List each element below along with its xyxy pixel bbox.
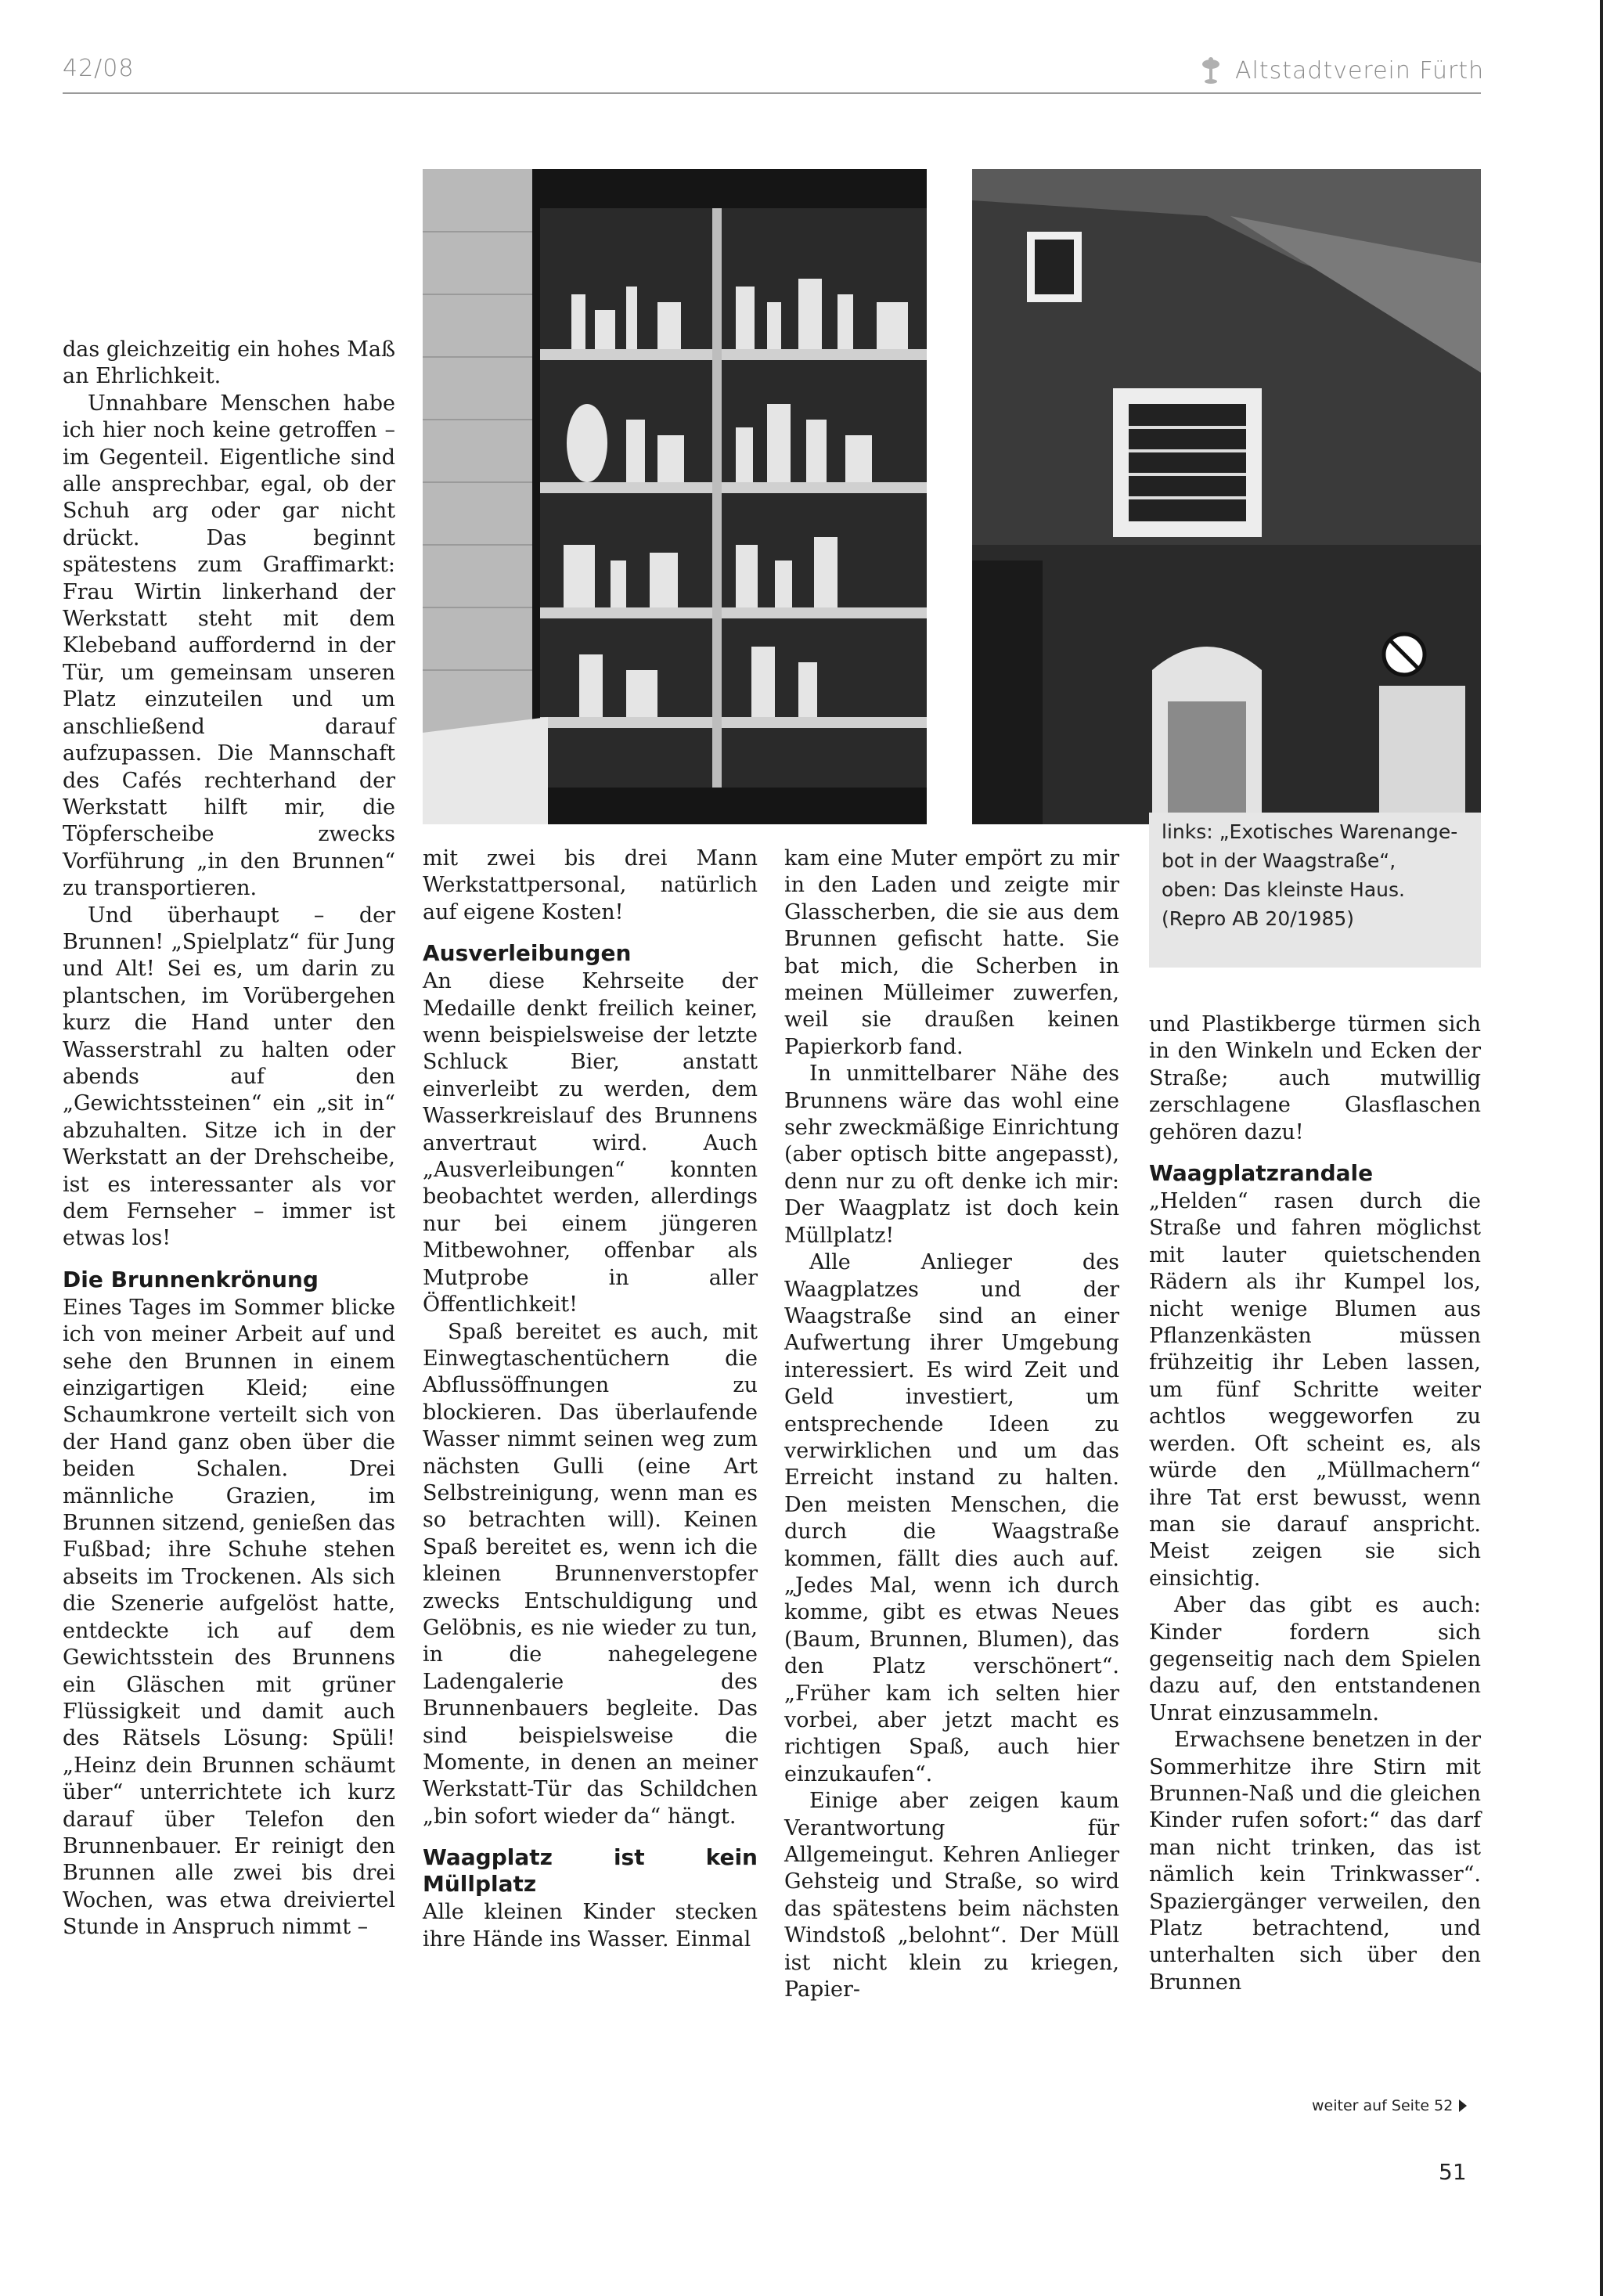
- photo-shop-window: [423, 169, 927, 824]
- paragraph: Eines Tages im Sommer blicke ich von meiner Arbeit auf und sehe den Brunnen in einem einzigartigen Kleid; eine Schaumkrone verteilt sich von der Hand ganz oben über die beiden Schalen. Drei männliche Grazien, im Brunnen sitzend, genießen das Fußbad; ihre Schuhe stehen abseits im Trockenen. Als sich die Szenerie aufgelöst hatte, entdeckte ich auf dem Gewichtsstein des Brunnens ein Gläschen mit grüner Flüssigkeit und damit auch des Rätsels Lösung: Spüli! „Heinz dein Brunnen schäumt über“ unterrichtete ich kurz darauf über Telefon den Brunnenbauer. Er reinigt den Brunnen alle zwei bis drei Wochen, was etwa dreiviertel Stunde in Anspruch nimmt –: [63, 1295, 395, 1940]
- continued-note: [1312, 2097, 1467, 2114]
- photo-caption: [1149, 813, 1481, 968]
- arrow-right-icon: [1459, 2100, 1467, 2112]
- photo-smallest-house: [972, 169, 1481, 824]
- article-column-1: [63, 337, 395, 1941]
- section-heading: Waagplatz ist kein Müllplatz: [423, 1844, 758, 1898]
- caption-line: oben: Das kleinste Haus.: [1162, 878, 1405, 901]
- publisher-name: Altstadtverein Fürth: [1235, 56, 1485, 85]
- paragraph: und Plastikberge türmen sich in den Winkeln und Ecken der Straße; auch mutwillig zerschlagene Glasflaschen gehören dazu!: [1149, 1012, 1481, 1144]
- paragraph: kam eine Muter empört zu mir in den Laden und zeigte mir Glasscherben, die sie aus dem Brunnen gefischt hatte. Sie bat mich, die Scherben in meinen Mülleimer zuwerfen, weil sie draußen keinen Papierkorb fand.: [784, 846, 1119, 1059]
- header-rule: [63, 92, 1481, 94]
- paragraph: „Helden“ rasen durch die Straße und fahren möglichst mit lauter quietschenden Rädern als ihr Kumpel los, nicht wenige Blumen aus Pflanzenkästen müssen frühzeitig ihr Leben lassen, um fünf Schritte weiter achtlos weggeworfen zu werden. Oft scheint es, als würde den „Müllmachern“ ihre Tat erst bewusst, wenn man sie darauf anspricht. Meist zeigen sie sich einsichtig.: [1149, 1189, 1481, 1591]
- paragraph: An diese Kehrseite der Medaille denkt freilich keiner, wenn beispielsweise der letzte Schluck Bier, anstatt einverleibt zu werden, dem Wasserkreislauf des Brunnens anvertraut wird. Auch „Ausverleibungen“ konnten beobachtet werden, allerdings nur bei einem jüngeren Mitbewohner, offenbar als Mutprobe in aller Öffentlichkeit!: [423, 969, 758, 1317]
- fountain-logo-icon: [1198, 55, 1224, 86]
- caption-line: bot in der Waagstraße“,: [1162, 849, 1396, 872]
- caption-line: links: „Exotisches Warenange-: [1162, 820, 1458, 843]
- article-column-4: [1149, 1011, 1481, 1996]
- paragraph: In unmittelbarer Nähe des Brunnens wäre das wohl eine sehr zweckmäßige Einrichtung (aber optisch bitte angepasst), denn nur zu oft denke ich mir: Der Waagplatz ist doch kein Müllplatz!: [784, 1061, 1119, 1248]
- issue-number: 42/08: [63, 55, 135, 82]
- paragraph: Spaß bereitet es auch, mit Einwegtaschentüchern die Abflussöffnungen zu blockieren. Das überlaufende Wasser nimmt seinen weg zum nächsten Gulli (eine Art Selbstreinigung, wenn man es so betrachten will). Keinen Spaß bereitet es, wenn ich die kleinen Brunnenverstopfer zwecks Entschuldigung und Gelöbnis, es nie wieder zu tun, in die nahegelegene Ladengalerie des Brunnenbauers begleite. Das sind beispielsweise die Momente, in denen an meiner Werkstatt-Tür das Schildchen „bin sofort wieder da“ hängt.: [423, 1319, 758, 1829]
- continued-text: weiter auf Seite 52: [1312, 2097, 1454, 2114]
- section-heading: Ausverleibungen: [423, 940, 632, 967]
- paragraph: Und überhaupt – der Brunnen! „Spielplatz“ für Jung und Alt! Sei es, um darin zu plantschen, im Vorübergehen kurz die Hand unter den Wasserstrahl zu halten oder abends auf den „Gewichtssteinen“ ein „sit in“ abzuhalten. Sitze ich in der Werkstatt an der Drehscheibe, ist es interessanter als vor dem Fernseher – immer ist etwas los!: [63, 903, 395, 1251]
- paragraph: Alle Anlieger des Waagplatzes und der Waagstraße sind an einer Aufwertung ihrer Umgebung interessiert. Es wird Zeit und Geld investiert, um entsprechende Ideen zu verwirklichen und um das Erreicht instand zu halten. Den meisten Menschen, die durch die Waagstraße kommen, fällt dies auch auf. „Jedes Mal, wenn ich durch komme, gibt es etwas Neues (Baum, Brunnen, Blumen), das den Platz verschönert“. „Früher kam ich selten hier vorbei, aber jetzt macht es richtigen Spaß, auch hier einzukaufen“.: [784, 1250, 1119, 1786]
- article-column-2: [423, 845, 758, 1953]
- publisher-header: [1198, 55, 1484, 86]
- paragraph: Erwachsene benetzen in der Sommerhitze ihre Stirn mit Brunnen-Naß und die gleichen Kinder rufen sofort:“ das darf man nicht trinken, das ist nämlich kein Trinkwasser“. Spaziergänger verweilen, den Platz betrachtend, und unterhalten sich über den Brunnen: [1149, 1728, 1481, 1995]
- paragraph: mit zwei bis drei Mann Werkstattpersonal, natürlich auf eigene Kosten!: [423, 846, 758, 925]
- paragraph: Aber das gibt es auch: Kinder fordern sich gegenseitig nach dem Spielen dazu auf, den entstandenen Unrat einzusammeln.: [1149, 1593, 1481, 1725]
- smallest-house-image: [972, 169, 1481, 824]
- caption-line: (Repro AB 20/1985): [1162, 907, 1355, 930]
- paragraph: Alle kleinen Kinder stecken ihre Hände ins Wasser. Einmal: [423, 1900, 758, 1952]
- scan-edge: [1600, 0, 1603, 2296]
- article-column-3: [784, 845, 1119, 2003]
- section-heading: Die Brunnenkrönung: [63, 1266, 319, 1292]
- section-heading: Waagplatzrandale: [1149, 1160, 1374, 1187]
- page-number: 51: [1439, 2159, 1467, 2185]
- paragraph: Unnahbare Menschen habe ich hier noch keine getroffen – im Gegenteil. Eigentliche sind alle ansprechbar, egal, ob der Schuh arg oder gar nicht drückt. Das beginnt spätestens zum Graffimarkt: Frau Wirtin linkerhand der Werkstatt steht mit dem Klebeband auffordernd in der Tür, um gemeinsam unseren Platz einzuteilen und um anschließend darauf aufzupassen. Die Mannschaft des Cafés rechterhand der Werkstatt hilft mir, die Töpferscheibe zwecks Vorführung „in den Brunnen“ zu transportieren.: [63, 391, 395, 901]
- shop-window-image: [423, 169, 927, 824]
- paragraph: Einige aber zeigen kaum Verantwortung für Allgemeingut. Kehren Anlieger Gehsteig und Straße, so wird das spätestens beim nächsten Windstoß „belohnt“. Der Müll ist nicht klein zu kriegen, Papier-: [784, 1789, 1119, 2002]
- paragraph: das gleichzeitig ein hohes Maß an Ehrlichkeit.: [63, 337, 395, 389]
